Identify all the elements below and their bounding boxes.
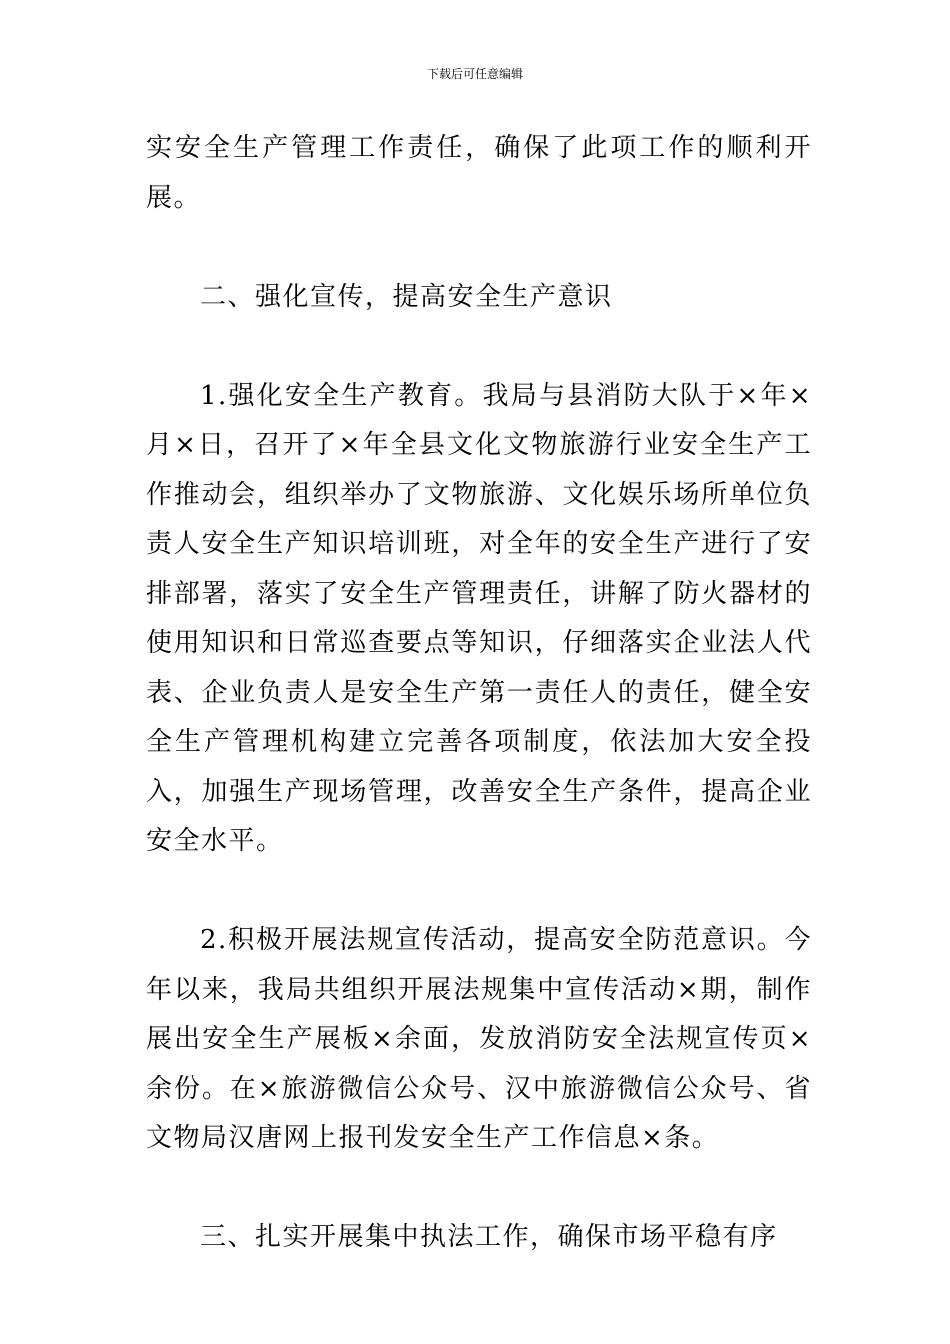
paragraph-2: 2.积极开展法规宣传活动，提高安全防范意识。今年以来，我局共组织开展法规集中宣传活动×期，制作展出安全生产展板×余面，发放消防安全法规宣传页×余份。在×旅游微信公众号、汉中旅游微信公众号、省文物局汉唐网上报刊发安全生产工作信息×条。 <box>146 925 812 1153</box>
page-header: 下载后可任意编辑 <box>426 67 523 81</box>
document-body <box>146 124 812 1263</box>
paragraph-gap <box>146 1164 812 1214</box>
paragraph-gap <box>146 867 812 917</box>
section-heading-3: 三、扎实开展集中执法工作，确保市场平稳有序 <box>200 1222 778 1252</box>
paragraph-gap <box>146 322 812 372</box>
paragraph-continuation: 实安全生产管理工作责任，确保了此项工作的顺利开展。 <box>146 133 812 213</box>
section-heading-2: 二、强化宣传，提高安全生产意识 <box>200 281 613 312</box>
paragraph-1: 1.强化安全生产教育。我局与县消防大队于×年×月×日，召开了×年全县文化文物旅游行业安全生产工作推动会，组织举办了文物旅游、文化娱乐场所单位负责人安全生产知识培训班，对全年的安全生产进行了安排部署，落实了安全生产管理责任，讲解了防火器材的使用知识和日常巡查要点等知识，仔细落实企业法人代表、企业负责人是安全生产第一责任人的责任，健全安全生产管理机构建立完善各项制度，依法加大安全投入，加强生产现场管理，改善安全生产条件，提高企业安全水平。 <box>146 380 812 856</box>
paragraph-gap <box>146 223 812 273</box>
